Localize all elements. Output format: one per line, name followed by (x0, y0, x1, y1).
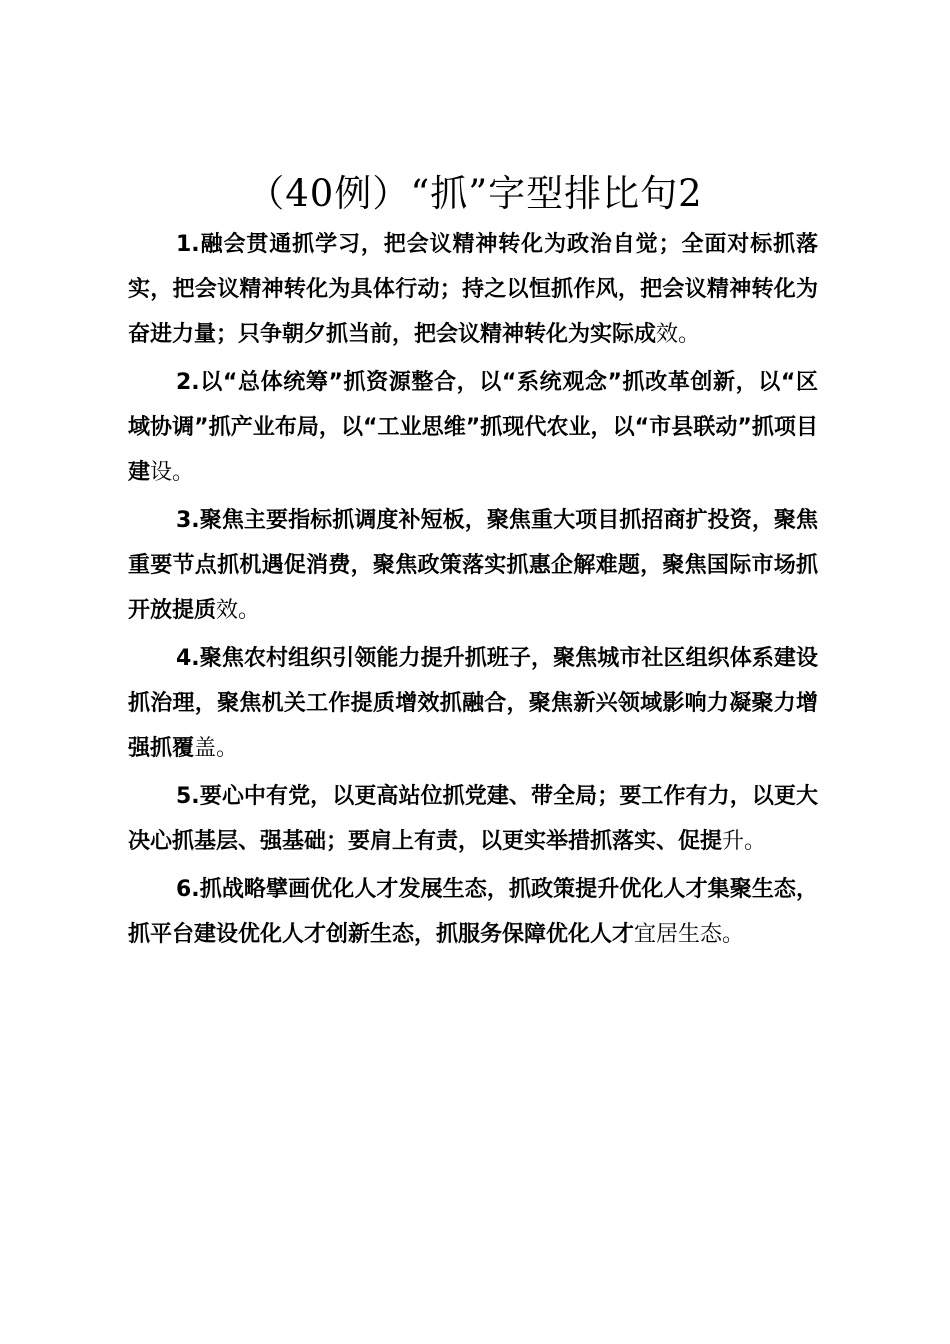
paragraph-6 (128, 867, 818, 957)
paragraph-4-bold-text: 4.聚焦农村组织引领能力提升抓班子，聚焦城市社区组织体系建设抓治理，聚焦机关工作提质增效抓融合，聚焦新兴领域影响力凝聚力增强抓覆 (128, 646, 818, 761)
paragraph-5-bold-text: 5.要心中有党，以更高站位抓党建、带全局；要工作有力，以更大决心抓基层、强基础；要肩上有责，以更实举措抓落实、促提 (128, 784, 818, 854)
paragraph-4-tail-text: 盖。 (194, 736, 239, 761)
document-body (128, 222, 818, 960)
paragraph-6-tail-text: 宜居生态。 (634, 922, 745, 947)
paragraph-1-bold-text: 1.融会贯通抓学习，把会议精神转化为政治自觉；全面对标抓落实，把会议精神转化为具体行动；持之以恒抓作风，把会议精神转化为奋进力量；只争朝夕抓当前，把会议精神转化为实际成 (128, 232, 818, 347)
paragraph-5-tail-text: 升。 (722, 829, 767, 854)
paragraph-1-tail-text: 效。 (656, 322, 701, 347)
paragraph-2 (128, 360, 818, 495)
paragraph-3-tail-text: 效。 (216, 598, 261, 623)
paragraph-6-bold-text: 6.抓战略擘画优化人才发展生态，抓政策提升优化人才集聚生态，抓平台建设优化人才创新生态，抓服务保障优化人才 (128, 877, 818, 947)
paragraph-3 (128, 498, 818, 633)
paragraph-2-tail-text: 设。 (150, 460, 195, 485)
paragraph-2-bold-text: 2.以“总体统筹”抓资源整合，以“系统观念”抓改革创新，以“区域协调”抓产业布局，以“工业思维”抓现代农业，以“市县联动”抓项目建 (128, 370, 818, 485)
paragraph-4 (128, 636, 818, 771)
paragraph-1 (128, 222, 818, 357)
document-title: （40例）“抓”字型排比句2 (247, 172, 703, 215)
paragraph-3-bold-text: 3.聚焦主要指标抓调度补短板，聚焦重大项目抓招商扩投资，聚焦重要节点抓机遇促消费，聚焦政策落实抓惠企解难题，聚焦国际市场抓开放提质 (128, 508, 818, 623)
paragraph-5 (128, 774, 818, 864)
